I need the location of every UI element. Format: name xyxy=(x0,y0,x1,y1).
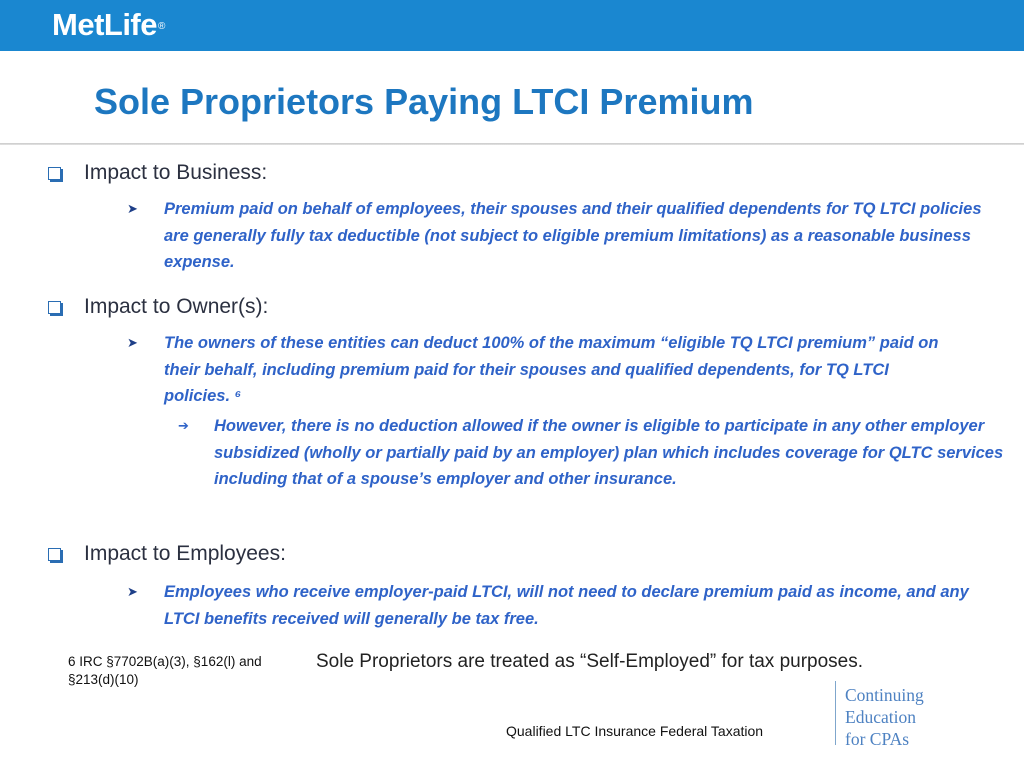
bullet-text: The owners of these entities can deduct 100% of the maximum “eligible TQ LTCI premium” paid on their behalf, including premium paid for their spouses and qualified dependents, for TQ LTCI policies. ⁶ xyxy=(164,334,939,405)
sole-proprietor-note: Sole Proprietors are treated as “Self-Employed” for tax purposes. xyxy=(316,651,864,672)
section-heading xyxy=(48,160,267,186)
bullet-item xyxy=(127,196,994,276)
metlife-logo xyxy=(52,6,164,44)
registered-mark: ® xyxy=(158,21,165,32)
sub-bullet-item xyxy=(178,413,1004,493)
header-bar xyxy=(0,0,1024,51)
section-heading xyxy=(48,294,268,320)
cpe-logo xyxy=(845,684,924,750)
arrow-right-icon: ➔ xyxy=(178,418,189,433)
slide-title: Sole Proprietors Paying LTCI Premium xyxy=(94,81,754,122)
checkbox-icon xyxy=(48,167,61,180)
arrowhead-icon: ➤ xyxy=(127,335,138,350)
bullet-item xyxy=(127,579,984,632)
logo-text: MetLife xyxy=(52,7,157,42)
footnote: 6 IRC §7702B(a)(3), §162(l) and §213(d)(10) xyxy=(68,654,262,687)
heading-text: Impact to Owner(s): xyxy=(84,295,269,318)
title-divider xyxy=(0,143,1024,145)
cpe-line: for CPAs xyxy=(845,729,910,749)
cpe-line: Continuing xyxy=(845,685,924,705)
section-business xyxy=(48,160,267,186)
footer-divider xyxy=(835,681,836,745)
sub-bullet-text: However, there is no deduction allowed if the owner is eligible to participate in any other employer subsidized (wholly or partially paid by an employer) plan which includes coverage for QLTC services including that of a spouse’s employer and other insurance. xyxy=(214,417,1004,488)
section-employees xyxy=(48,541,286,567)
section-owners xyxy=(48,294,268,320)
section-heading xyxy=(48,541,286,567)
bullet-text: Employees who receive employer-paid LTCI, will not need to declare premium paid as income, and any LTCI benefits received will generally be tax free. xyxy=(164,583,969,628)
heading-text: Impact to Employees: xyxy=(84,542,286,565)
footer-title: Qualified LTC Insurance Federal Taxation xyxy=(506,723,764,739)
cpe-line: Education xyxy=(845,707,916,727)
arrowhead-icon: ➤ xyxy=(127,584,138,599)
heading-text: Impact to Business: xyxy=(84,161,268,184)
arrowhead-icon: ➤ xyxy=(127,201,138,216)
checkbox-icon xyxy=(48,301,61,314)
bullet-text: Premium paid on behalf of employees, their spouses and their qualified dependents for TQ LTCI policies are generally fully tax deductible (not subject to eligible premium limitations) as a reasonable business expense. xyxy=(164,200,982,271)
bullet-item xyxy=(127,330,954,410)
checkbox-icon xyxy=(48,548,61,561)
